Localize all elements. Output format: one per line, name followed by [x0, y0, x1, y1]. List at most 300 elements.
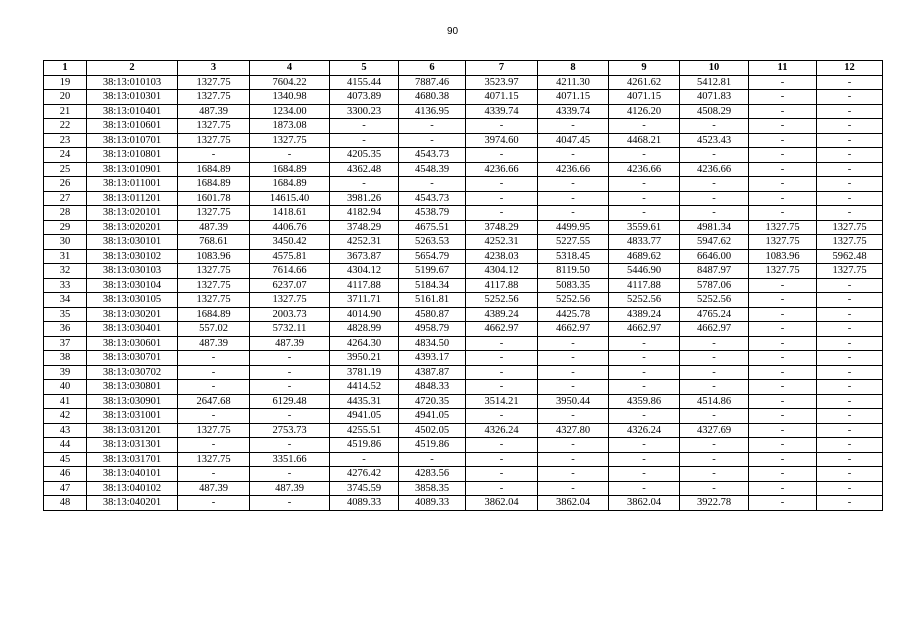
table-cell: -: [749, 336, 817, 351]
table-cell: 4236.66: [680, 162, 749, 177]
table-cell: -: [250, 148, 330, 163]
table-cell: 3974.60: [466, 133, 538, 148]
column-header: 12: [817, 61, 883, 76]
table-cell: 3673.87: [330, 249, 399, 264]
table-cell: 38:13:040101: [87, 467, 178, 482]
column-header: 10: [680, 61, 749, 76]
table-cell: -: [817, 119, 883, 134]
table-cell: 487.39: [178, 336, 250, 351]
table-row: [44, 351, 883, 366]
table-cell: -: [817, 467, 883, 482]
table-cell: -: [817, 75, 883, 90]
table-cell: 19: [44, 75, 87, 90]
table-cell: 24: [44, 148, 87, 163]
table-cell: -: [680, 452, 749, 467]
table-cell: 3514.21: [466, 394, 538, 409]
table-cell: -: [680, 438, 749, 453]
table-cell: -: [538, 467, 609, 482]
table-cell: -: [178, 467, 250, 482]
table-cell: 4252.31: [330, 235, 399, 250]
table-cell: 4833.77: [609, 235, 680, 250]
table-cell: -: [680, 467, 749, 482]
table-cell: -: [538, 481, 609, 496]
table-row: [44, 177, 883, 192]
table-cell: -: [609, 119, 680, 134]
table-cell: 4255.51: [330, 423, 399, 438]
table-cell: 35: [44, 307, 87, 322]
table-cell: 38:13:030601: [87, 336, 178, 351]
column-header: 7: [466, 61, 538, 76]
table-cell: -: [538, 438, 609, 453]
table-cell: 38:13:030101: [87, 235, 178, 250]
table-cell: 5199.67: [399, 264, 466, 279]
table-cell: 4126.20: [609, 104, 680, 119]
table-cell: 3450.42: [250, 235, 330, 250]
table-cell: 36: [44, 322, 87, 337]
table-cell: -: [749, 162, 817, 177]
table-cell: 41: [44, 394, 87, 409]
table-cell: 4414.52: [330, 380, 399, 395]
table-cell: 4720.35: [399, 394, 466, 409]
table-cell: -: [178, 496, 250, 511]
table-cell: 42: [44, 409, 87, 424]
table-cell: 4071.15: [466, 90, 538, 105]
table-cell: 4205.35: [330, 148, 399, 163]
table-cell: 4508.29: [680, 104, 749, 119]
table-cell: 5732.11: [250, 322, 330, 337]
table-cell: -: [330, 119, 399, 134]
table-cell: 4339.74: [466, 104, 538, 119]
table-cell: 6129.48: [250, 394, 330, 409]
table-cell: -: [680, 409, 749, 424]
table-cell: -: [817, 90, 883, 105]
table-cell: 4155.44: [330, 75, 399, 90]
table-body: [44, 75, 883, 510]
table-cell: -: [680, 177, 749, 192]
table-cell: -: [680, 148, 749, 163]
table-cell: 4238.03: [466, 249, 538, 264]
table-cell: 7604.22: [250, 75, 330, 90]
table-cell: -: [178, 351, 250, 366]
table-cell: -: [250, 409, 330, 424]
table-cell: 43: [44, 423, 87, 438]
table-cell: 4543.73: [399, 148, 466, 163]
table-cell: 38:13:040102: [87, 481, 178, 496]
table-cell: 1327.75: [250, 293, 330, 308]
table-cell: -: [749, 206, 817, 221]
table-cell: 1684.89: [178, 162, 250, 177]
table-cell: -: [399, 119, 466, 134]
table-row: [44, 90, 883, 105]
table-cell: -: [749, 351, 817, 366]
table-cell: 7614.66: [250, 264, 330, 279]
table-cell: 4283.56: [399, 467, 466, 482]
table-cell: 4211.30: [538, 75, 609, 90]
table-row: [44, 249, 883, 264]
table-cell: 38: [44, 351, 87, 366]
table-cell: -: [538, 206, 609, 221]
table-cell: -: [330, 177, 399, 192]
table-cell: 32: [44, 264, 87, 279]
table-cell: 4359.86: [609, 394, 680, 409]
table-cell: 4276.42: [330, 467, 399, 482]
table-cell: -: [609, 177, 680, 192]
table-cell: 1327.75: [178, 133, 250, 148]
table-cell: -: [817, 191, 883, 206]
table-cell: -: [538, 336, 609, 351]
table-cell: -: [749, 177, 817, 192]
table-cell: -: [749, 133, 817, 148]
table-cell: -: [250, 467, 330, 482]
table-cell: 3351.66: [250, 452, 330, 467]
table-cell: -: [609, 148, 680, 163]
column-header: 2: [87, 61, 178, 76]
table-cell: 3950.21: [330, 351, 399, 366]
table-cell: -: [609, 467, 680, 482]
table-header-row: [44, 61, 883, 76]
table-row: [44, 148, 883, 163]
column-header: 5: [330, 61, 399, 76]
table-cell: -: [609, 336, 680, 351]
table-cell: 38:13:010401: [87, 104, 178, 119]
table-cell: 6237.07: [250, 278, 330, 293]
table-cell: 487.39: [178, 220, 250, 235]
page-number: 90: [446, 26, 459, 37]
table-cell: 1340.98: [250, 90, 330, 105]
table-cell: -: [538, 191, 609, 206]
table-cell: 1418.61: [250, 206, 330, 221]
table-cell: 4326.24: [609, 423, 680, 438]
table-cell: 4662.97: [538, 322, 609, 337]
table-cell: 38:13:031701: [87, 452, 178, 467]
table-cell: 1327.75: [178, 119, 250, 134]
table-cell: 4339.74: [538, 104, 609, 119]
table-row: [44, 481, 883, 496]
table-cell: 487.39: [178, 481, 250, 496]
table-cell: 5184.34: [399, 278, 466, 293]
table-cell: -: [466, 452, 538, 467]
table-row: [44, 75, 883, 90]
table-row: [44, 307, 883, 322]
table-cell: -: [466, 380, 538, 395]
table-cell: -: [538, 409, 609, 424]
table-cell: 4136.95: [399, 104, 466, 119]
table-cell: 6646.00: [680, 249, 749, 264]
table-row: [44, 438, 883, 453]
table-cell: 4117.88: [330, 278, 399, 293]
table-cell: 3950.44: [538, 394, 609, 409]
table-cell: -: [466, 191, 538, 206]
table-cell: 4543.73: [399, 191, 466, 206]
table-cell: -: [817, 409, 883, 424]
table-cell: -: [538, 380, 609, 395]
table-cell: 1327.75: [178, 452, 250, 467]
table-row: [44, 380, 883, 395]
table-cell: 38:13:030401: [87, 322, 178, 337]
table-cell: -: [680, 481, 749, 496]
table-cell: 38:13:011001: [87, 177, 178, 192]
table-cell: -: [749, 119, 817, 134]
table-cell: 38:13:030102: [87, 249, 178, 264]
table-cell: -: [817, 365, 883, 380]
table-cell: -: [466, 438, 538, 453]
table-cell: 487.39: [250, 336, 330, 351]
table-cell: 1083.96: [749, 249, 817, 264]
table-cell: -: [749, 307, 817, 322]
table-cell: 5252.56: [680, 293, 749, 308]
table-cell: -: [178, 409, 250, 424]
table-cell: 4182.94: [330, 206, 399, 221]
table-cell: -: [749, 452, 817, 467]
table-cell: -: [749, 481, 817, 496]
table-cell: 4575.81: [250, 249, 330, 264]
table-cell: 14615.40: [250, 191, 330, 206]
table-cell: -: [466, 119, 538, 134]
table-cell: -: [817, 162, 883, 177]
table-cell: 4662.97: [609, 322, 680, 337]
table-cell: 4514.86: [680, 394, 749, 409]
table-cell: 34: [44, 293, 87, 308]
table-cell: 4071.15: [538, 90, 609, 105]
table-cell: 5252.56: [538, 293, 609, 308]
table-cell: 4662.97: [680, 322, 749, 337]
table-cell: -: [538, 365, 609, 380]
table-cell: -: [680, 365, 749, 380]
table-cell: 1327.75: [749, 264, 817, 279]
table-cell: -: [538, 452, 609, 467]
table-cell: 1327.75: [749, 220, 817, 235]
table-row: [44, 336, 883, 351]
table-cell: -: [609, 206, 680, 221]
table-cell: 1327.75: [178, 206, 250, 221]
table-cell: 37: [44, 336, 87, 351]
table-cell: -: [749, 90, 817, 105]
table-cell: 4304.12: [330, 264, 399, 279]
table-cell: -: [680, 206, 749, 221]
table-cell: -: [178, 365, 250, 380]
table-cell: -: [538, 148, 609, 163]
table-cell: 3981.26: [330, 191, 399, 206]
table-cell: 3862.04: [466, 496, 538, 511]
table-cell: 1684.89: [250, 177, 330, 192]
table-row: [44, 496, 883, 511]
table-cell: -: [399, 452, 466, 467]
table-row: [44, 467, 883, 482]
table-cell: 4327.80: [538, 423, 609, 438]
table-cell: -: [609, 380, 680, 395]
column-header: 11: [749, 61, 817, 76]
table-cell: 4047.45: [538, 133, 609, 148]
table-cell: 3300.23: [330, 104, 399, 119]
table-cell: -: [466, 177, 538, 192]
table-row: [44, 394, 883, 409]
table-cell: 5446.90: [609, 264, 680, 279]
table-cell: 4264.30: [330, 336, 399, 351]
table-cell: 4499.95: [538, 220, 609, 235]
table-row: [44, 409, 883, 424]
table-cell: 45: [44, 452, 87, 467]
table-cell: 4117.88: [466, 278, 538, 293]
table-cell: 5962.48: [817, 249, 883, 264]
table-cell: 2003.73: [250, 307, 330, 322]
table-cell: 2647.68: [178, 394, 250, 409]
table-cell: 487.39: [250, 481, 330, 496]
table-cell: -: [609, 438, 680, 453]
table-cell: -: [466, 467, 538, 482]
table-cell: 4941.05: [399, 409, 466, 424]
table-cell: 768.61: [178, 235, 250, 250]
table-cell: 1083.96: [178, 249, 250, 264]
table-cell: -: [538, 119, 609, 134]
table-cell: 3748.29: [330, 220, 399, 235]
table-cell: -: [466, 148, 538, 163]
data-table: [43, 60, 883, 511]
table-cell: 2753.73: [250, 423, 330, 438]
table-cell: 8487.97: [680, 264, 749, 279]
table-cell: -: [399, 133, 466, 148]
table-cell: -: [609, 351, 680, 366]
table-cell: 4073.89: [330, 90, 399, 105]
table-cell: 557.02: [178, 322, 250, 337]
table-row: [44, 365, 883, 380]
table-cell: -: [817, 293, 883, 308]
table-cell: -: [680, 191, 749, 206]
table-cell: -: [466, 365, 538, 380]
table-cell: 3559.61: [609, 220, 680, 235]
table-cell: 3745.59: [330, 481, 399, 496]
table-cell: -: [538, 177, 609, 192]
table-cell: -: [178, 438, 250, 453]
table-cell: 29: [44, 220, 87, 235]
table-cell: 5083.35: [538, 278, 609, 293]
table-cell: 4406.76: [250, 220, 330, 235]
table-cell: 4014.90: [330, 307, 399, 322]
table-cell: -: [330, 133, 399, 148]
table-cell: -: [749, 496, 817, 511]
table-cell: -: [749, 380, 817, 395]
table-row: [44, 220, 883, 235]
column-header: 4: [250, 61, 330, 76]
table-cell: 38:13:030105: [87, 293, 178, 308]
table-cell: -: [609, 365, 680, 380]
table-cell: -: [250, 496, 330, 511]
table-cell: 4236.66: [466, 162, 538, 177]
table-cell: 4981.34: [680, 220, 749, 235]
table-cell: -: [817, 380, 883, 395]
table-cell: -: [250, 365, 330, 380]
table-cell: 26: [44, 177, 87, 192]
table-row: [44, 235, 883, 250]
table-cell: 3781.19: [330, 365, 399, 380]
table-cell: 4089.33: [330, 496, 399, 511]
table-cell: 5263.53: [399, 235, 466, 250]
table-cell: 38:13:010901: [87, 162, 178, 177]
table-cell: 4958.79: [399, 322, 466, 337]
table-cell: 1327.75: [178, 293, 250, 308]
table-cell: 4941.05: [330, 409, 399, 424]
table-cell: 4389.24: [466, 307, 538, 322]
table-cell: 38:13:030103: [87, 264, 178, 279]
table-cell: 22: [44, 119, 87, 134]
table-cell: 1327.75: [178, 264, 250, 279]
table-cell: -: [466, 336, 538, 351]
table-cell: 3858.35: [399, 481, 466, 496]
table-cell: 4662.97: [466, 322, 538, 337]
table-cell: 23: [44, 133, 87, 148]
table-cell: 4502.05: [399, 423, 466, 438]
table-cell: -: [250, 438, 330, 453]
table-cell: 1327.75: [817, 220, 883, 235]
table-cell: 20: [44, 90, 87, 105]
table-cell: 4538.79: [399, 206, 466, 221]
table-cell: 5252.56: [466, 293, 538, 308]
table-cell: 1234.00: [250, 104, 330, 119]
table-cell: -: [817, 322, 883, 337]
table-cell: 4689.62: [609, 249, 680, 264]
table-cell: -: [178, 148, 250, 163]
table-cell: -: [817, 148, 883, 163]
table-row: [44, 423, 883, 438]
table-cell: -: [178, 380, 250, 395]
table-cell: 4393.17: [399, 351, 466, 366]
table-cell: -: [680, 119, 749, 134]
table-row: [44, 322, 883, 337]
table-cell: -: [749, 278, 817, 293]
table-cell: 4425.78: [538, 307, 609, 322]
table-cell: 38:13:030801: [87, 380, 178, 395]
table-cell: -: [749, 409, 817, 424]
table-cell: -: [817, 206, 883, 221]
table-cell: -: [538, 351, 609, 366]
table-cell: 5252.56: [609, 293, 680, 308]
table-cell: 8119.50: [538, 264, 609, 279]
table-cell: -: [680, 351, 749, 366]
table-cell: -: [250, 380, 330, 395]
table-cell: 1873.08: [250, 119, 330, 134]
table-cell: 1327.75: [178, 423, 250, 438]
table-cell: 4435.31: [330, 394, 399, 409]
table-cell: 4580.87: [399, 307, 466, 322]
table-cell: -: [749, 423, 817, 438]
table-cell: 38:13:030201: [87, 307, 178, 322]
table-cell: -: [250, 351, 330, 366]
table-cell: 38:13:030701: [87, 351, 178, 366]
table-cell: 33: [44, 278, 87, 293]
table-row: [44, 119, 883, 134]
table-cell: 38:13:030702: [87, 365, 178, 380]
table-cell: 38:13:010601: [87, 119, 178, 134]
table-cell: 4071.83: [680, 90, 749, 105]
table-cell: 28: [44, 206, 87, 221]
table-cell: 38:13:010801: [87, 148, 178, 163]
table-cell: 4468.21: [609, 133, 680, 148]
table-cell: 1327.75: [817, 264, 883, 279]
table-cell: 1684.89: [178, 177, 250, 192]
table-cell: 48: [44, 496, 87, 511]
column-header: 3: [178, 61, 250, 76]
table-cell: -: [817, 438, 883, 453]
table-cell: -: [680, 380, 749, 395]
table-cell: 1327.75: [817, 235, 883, 250]
table-cell: -: [749, 394, 817, 409]
table-cell: 38:13:011201: [87, 191, 178, 206]
table-cell: 4675.51: [399, 220, 466, 235]
table-cell: -: [749, 322, 817, 337]
table-cell: 38:13:010103: [87, 75, 178, 90]
table-cell: 38:13:020101: [87, 206, 178, 221]
table-cell: -: [609, 409, 680, 424]
table-cell: -: [817, 307, 883, 322]
